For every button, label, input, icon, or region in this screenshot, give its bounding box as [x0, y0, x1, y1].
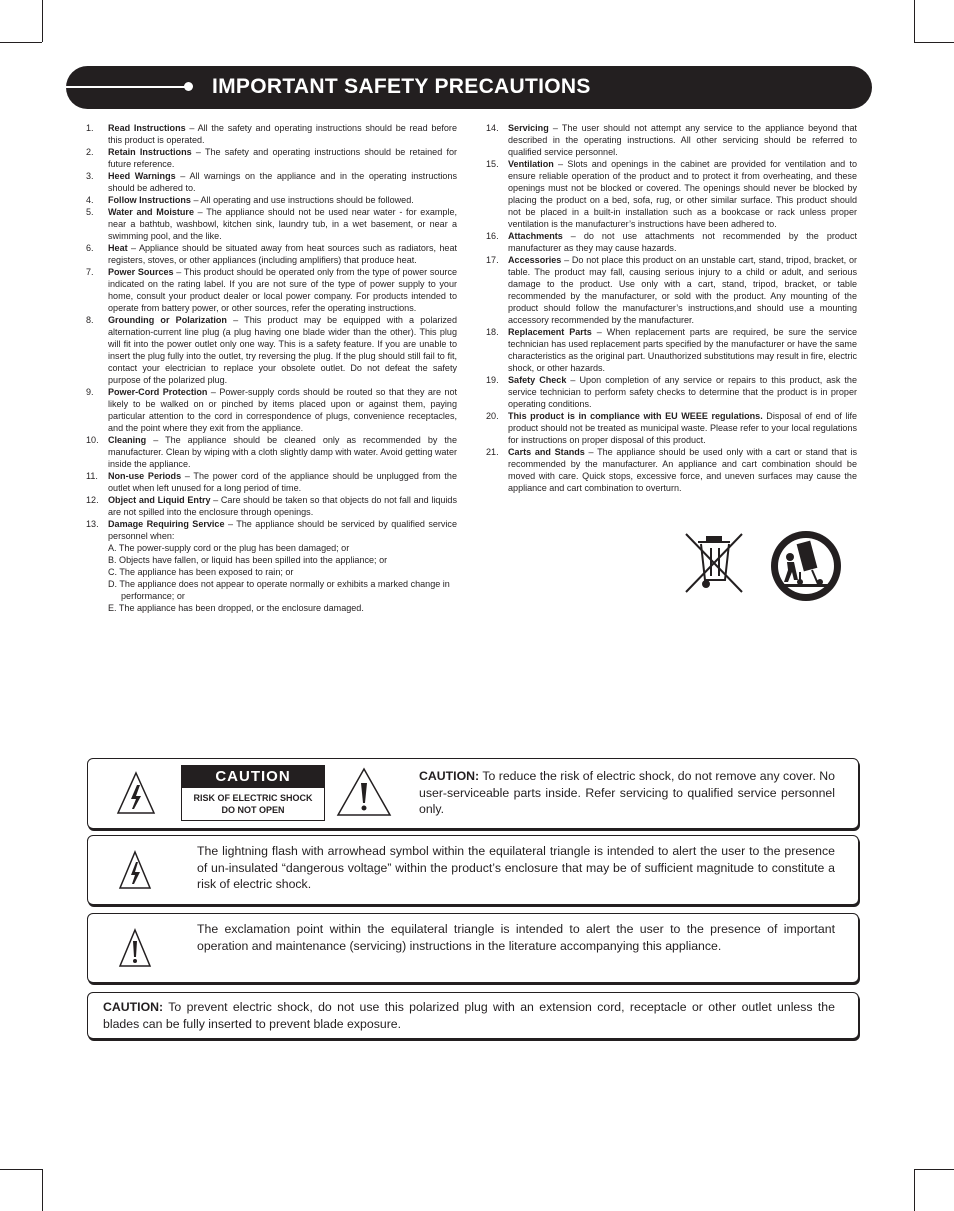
- item-text: – When replacement parts are required, be sure the service technician has used replacement parts specified by the manufacturer or have the same characteristics as the original part. Unauthorized substitutions may result in fire, electric shock, or other hazards.: [508, 327, 857, 373]
- list-item: [86, 470, 457, 494]
- item-text: – The appliance should not be used near water - for example, near a bathtub, washbowl, kitchen sink, laundry tub, in a wet basement, or near a swimming pool, and the like.: [108, 207, 457, 241]
- list-item: [486, 326, 857, 374]
- list-item: [486, 254, 857, 326]
- item-text: – The appliance should be used only with a cart or stand that is recommended by the manufacturer. An appliance and cart combination should be moved with care. Quick stops, excessive force, and uneven surfaces may cause the appliance and cart combination to overturn.: [508, 447, 857, 493]
- list-item: [86, 122, 457, 146]
- crop-mark: [0, 42, 42, 43]
- item-text: – This product should be operated only from the type of power source indicated on the rating label. If you are not sure of the type of power supply to your home, consult your product dealer or local power company. For products intended to operate from battery power, or other sources, refer the operating instructions.: [108, 267, 457, 313]
- sub-list-item: E. The appliance has been dropped, or the enclosure damaged.: [108, 603, 364, 613]
- item-number: 9.: [86, 387, 94, 397]
- list-item: [86, 194, 457, 206]
- left-instructions-list: [86, 122, 457, 542]
- item-text: – Care should be taken so that objects do not fall and liquids are not spilled into the enclosure through openings.: [108, 495, 457, 517]
- item-term: Object and Liquid Entry: [108, 495, 211, 505]
- lightning-triangle-icon: [118, 850, 152, 890]
- weee-bin-icon: [684, 532, 744, 594]
- item-text: – This product may be equipped with a polarized alternation-current line plug (a plug having one blade wider than the other). This plug will fit into the power outlet only one way. This is a safety feature. If you are unable to insert the plug fully into the outlet, try reversing the plug. If the plug should still fail to fit, contact your electrician to replace your obsolete outlet. Do not defeat the safety purpose of the polarized plug.: [108, 315, 457, 385]
- header-banner: [66, 66, 872, 109]
- plug-caution-text: [103, 999, 835, 1032]
- item-number: 19.: [486, 375, 499, 385]
- list-item: [86, 170, 457, 194]
- left-column: [86, 122, 457, 614]
- crop-mark: [914, 1169, 954, 1170]
- item-term: Cleaning: [108, 435, 147, 445]
- list-item: [86, 206, 457, 242]
- lightning-explanation-box: [87, 835, 859, 905]
- item-term: Non-use Periods: [108, 471, 182, 481]
- item-number: 1.: [86, 123, 94, 133]
- sub-list-item: B. Objects have fallen, or liquid has been spilled into the appliance; or: [108, 555, 388, 565]
- item-text: Disposal of end of life product should not be treated as municipal waste. Please refer to your local regulations for instructions on proper disposal of this product.: [508, 411, 858, 445]
- sub-list-item: C. The appliance has been exposed to rain; or: [108, 567, 294, 577]
- item-number: 17.: [486, 255, 499, 265]
- item-text: – The power cord of the appliance should be unplugged from the outlet when left unused for a long period of time.: [108, 471, 457, 493]
- item-text: – Appliance should be situated away from heat sources such as radiators, heat registers, stoves, or other appliances (including amplifiers) that produce heat.: [108, 243, 457, 265]
- item-term: Retain Instructions: [108, 147, 192, 157]
- item-text: – The appliance should be cleaned only as recommended by the manufacturer. Clean by wiping with a cloth slightly damp with water. Avoid getting water inside the appliance.: [108, 435, 457, 469]
- plug-caution-bold: CAUTION:: [103, 1000, 164, 1014]
- item-term: Ventilation: [508, 159, 554, 169]
- list-item: [486, 374, 857, 410]
- item-term: Read Instructions: [108, 123, 186, 133]
- item-number: 2.: [86, 147, 94, 157]
- list-item: [86, 314, 457, 386]
- caution-label-title: CAUTION: [182, 766, 324, 788]
- list-item: [86, 518, 457, 542]
- caution-body: To reduce the risk of electric shock, do not remove any cover. No user-serviceable parts inside. Refer servicing to qualified service personnel only.: [419, 769, 835, 816]
- exclamation-triangle-icon: [118, 928, 152, 968]
- item-number: 15.: [486, 159, 499, 169]
- item-term: Power-Cord Protection: [108, 387, 208, 397]
- plug-caution-box: [87, 992, 859, 1039]
- crop-mark: [914, 42, 954, 43]
- item-number: 3.: [86, 171, 94, 181]
- item-text: – Slots and openings in the cabinet are provided for ventilation and to ensure reliable operation of the product and to protect it from overheating, and these openings must not be blocked or covered. The openings should never be blocked by placing the product on a bed, sofa, rug, or other similar surface. This product should not be placed in a built-in installation such as a bookcase or rack unless proper ventilation is the manufacturer’s instructions have been adhered to.: [508, 159, 857, 229]
- item-number: 13.: [86, 519, 99, 529]
- item-term: This product is in compliance with EU WEEE regulations.: [508, 411, 763, 421]
- exclamation-explanation-text: The exclamation point within the equilateral triangle is intended to alert the user to the presence of important operation and maintenance (servicing) instructions in the literature accompanying this appliance.: [197, 922, 835, 953]
- item-term: Attachments: [508, 231, 563, 241]
- item-text: – All operating and use instructions should be followed.: [190, 195, 414, 205]
- right-column: [486, 122, 857, 494]
- item-number: 12.: [86, 495, 99, 505]
- item-number: 7.: [86, 267, 94, 277]
- item-text: – The safety and operating instructions should be retained for future reference.: [108, 147, 458, 169]
- caution-label-line1: RISK OF ELECTRIC SHOCK: [193, 793, 313, 803]
- item-term: Carts and Stands: [508, 447, 585, 457]
- item-text: – All the safety and operating instructions should be read before this product is operated.: [108, 123, 457, 145]
- item-term: Follow Instructions: [108, 195, 191, 205]
- page-title: IMPORTANT SAFETY PRECAUTIONS: [212, 75, 591, 98]
- item-text: – do not use attachments not recommended by the product manufacturer as they may cause hazards.: [508, 231, 857, 253]
- item-number: 18.: [486, 327, 499, 337]
- caution-label-subtitle: [182, 788, 324, 816]
- caution-bold: CAUTION:: [419, 769, 480, 783]
- item-term: Power Sources: [108, 267, 174, 277]
- item-text: – Power-supply cords should be routed so that they are not likely to be walked on or pinched by items placed upon or against them, paying particular attention to the cord in correspondence of plugs, convenience receptacles, and the point where they exit from the appliance.: [108, 387, 457, 433]
- list-item: [486, 122, 857, 158]
- crop-mark: [914, 1169, 915, 1211]
- caution-label-line2: DO NOT OPEN: [221, 805, 285, 815]
- item-term: Damage Requiring Service: [108, 519, 225, 529]
- item-term: Grounding or Polarization: [108, 315, 227, 325]
- caution-label: [181, 765, 325, 821]
- lightning-triangle-icon: [116, 771, 156, 815]
- item-number: 8.: [86, 315, 94, 325]
- item-text: – The appliance should be serviced by qualified service personnel when:: [108, 519, 457, 541]
- list-item: [86, 494, 457, 518]
- crop-mark: [0, 1169, 42, 1170]
- item-term: Heat: [108, 243, 128, 253]
- item-number: 5.: [86, 207, 94, 217]
- list-item: [486, 158, 857, 230]
- item-term: Replacement Parts: [508, 327, 592, 337]
- item-number: 21.: [486, 447, 499, 457]
- sub-list-item: A. The power-supply cord or the plug has been damaged; or: [108, 543, 350, 553]
- item-term: Heed Warnings: [108, 171, 176, 181]
- item-number: 16.: [486, 231, 499, 241]
- lightning-explanation-text: The lightning flash with arrowhead symbol within the equilateral triangle is intended to alert the user to the presence of un-insulated “dangerous voltage” within the product’s enclosure that may be of sufficient magnitude to constitute a risk of electric shock.: [197, 844, 835, 891]
- item-term: Accessories: [508, 255, 562, 265]
- plug-caution-body: To prevent electric shock, do not use this polarized plug with an extension cord, receptacle or other outlet unless the blades can be fully inserted to prevent blade exposure.: [103, 1000, 835, 1031]
- item-term: Safety Check: [508, 375, 567, 385]
- list-item: [86, 434, 457, 470]
- crop-mark: [42, 1169, 43, 1211]
- right-instructions-list: [486, 122, 857, 494]
- list-item: [486, 410, 857, 446]
- item-term: Water and Moisture: [108, 207, 194, 217]
- item-text: – Upon completion of any service or repairs to this product, ask the service technician to perform safety checks to determine that the product is in proper operating conditions.: [508, 375, 857, 409]
- item-number: 14.: [486, 123, 499, 133]
- crop-mark: [42, 0, 43, 42]
- item-term: Servicing: [508, 123, 549, 133]
- caution-text: [419, 768, 835, 818]
- list-item: [86, 386, 457, 434]
- item-number: 6.: [86, 243, 94, 253]
- crop-mark: [914, 0, 915, 42]
- list-item: [86, 242, 457, 266]
- list-item: [86, 266, 457, 314]
- banner-dot: [184, 82, 193, 91]
- list-item: [486, 446, 857, 494]
- item-text: – Do not place this product on an unstable cart, stand, tripod, bracket, or table. The product may fall, causing serious injury to a child or adult, and serious damage to the product. Use only with a cart, stand, tripod, bracket, or table recommended by the manufacturer, or sold with the product. Any mounting of the product should follow the manufacturer’s instructions,and should use a mounting accessory recommended by the manufacturer.: [508, 255, 857, 325]
- item-text: – All warnings on the appliance and in the operating instructions should be adhered to.: [108, 171, 457, 193]
- damage-conditions-list: [86, 542, 457, 614]
- sub-list-item: D. The appliance does not appear to operate normally or exhibits a marked change in performance; or: [108, 579, 450, 601]
- exclamation-explanation-box: [87, 913, 859, 983]
- item-number: 11.: [86, 471, 98, 481]
- cart-tip-over-icon: [770, 530, 842, 602]
- list-item: [486, 230, 857, 254]
- item-number: 4.: [86, 195, 94, 205]
- item-number: 10.: [86, 435, 99, 445]
- list-item: [86, 146, 457, 170]
- banner-line: [66, 86, 186, 88]
- exclamation-triangle-icon: [336, 767, 392, 817]
- item-text: – The user should not attempt any service to the appliance beyond that described in the operating instructions. All other servicing should be referred to qualified service personnel.: [508, 123, 857, 157]
- item-number: 20.: [486, 411, 499, 421]
